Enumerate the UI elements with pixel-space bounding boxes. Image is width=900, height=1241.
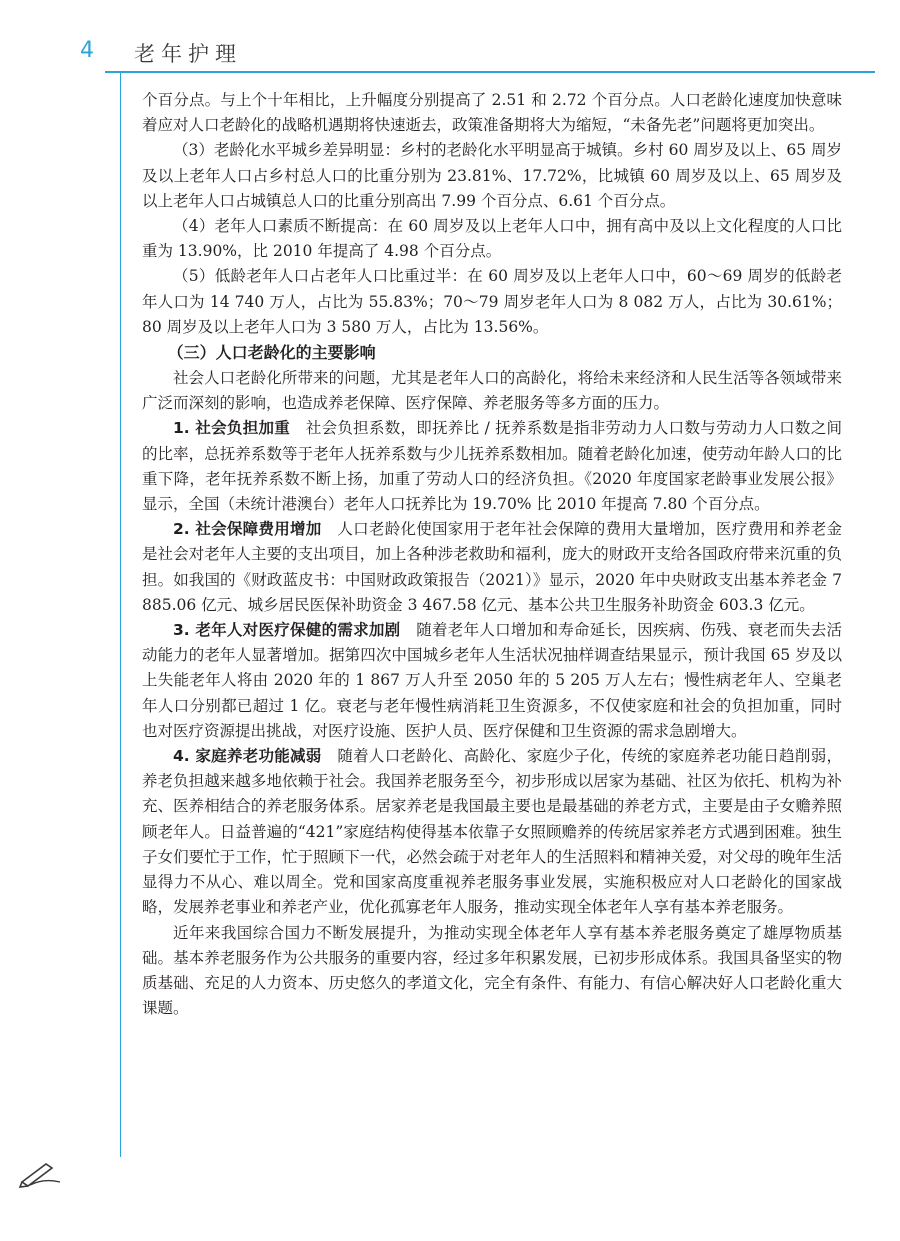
paragraph-family: 4. 家庭养老功能减弱 随着人口老龄化、高龄化、家庭少子化，传统的家庭养老功能日趋削弱，养老负担越来越多地依赖于社会。我国养老服务至今，初步形成以居家为基础、社区为依托、机构为补充、医养相结合的养老服务体系。居家养老是我国最主要也是最基础的养老方式，主要是由子女赡养照顾老年人。日益普遍的“421”家庭结构使得基本依靠子女照顾赡养的传统居家养老方式遇到困难。独生子女们要忙于工作，忙于照顾下一代，必然会疏于对老年人的生活照料和精神关爱，对父母的晚年生活显得力不从心、难以周全。党和国家高度重视养老服务事业发展，实施积极应对人口老龄化的国家战略，发展养老事业和养老产业，优化孤寡老年人服务，推动实现全体老年人享有基本养老服务。 [142, 747, 842, 917]
paragraph-continued: 个百分点。与上个十年相比，上升幅度分别提高了 2.51 和 2.72 个百分点。人口老龄化速度加快意味着应对人口老龄化的战略机遇期将快速逝去，政策准备期将大为缩短，“未备先老”问题将更加突出。 [142, 91, 842, 135]
paragraph-urban-rural: （3）老龄化水平城乡差异明显：乡村的老龄化水平明显高于城镇。乡村 60 周岁及以上、65 周岁及以上老年人口占乡村总人口的比重分别为 23.81%、17.72%，比城镇 60 周岁及以上、65 周岁及以上老年人口占城镇总人口的比重分别高出 7.99 个百分点、6.61 个百分点。 [142, 141, 842, 210]
body-text [142, 88, 842, 1021]
pen-icon [18, 1160, 62, 1188]
paragraph-lead: 1. 社会负担加重 [173, 419, 291, 438]
paragraph-intro: 社会人口老龄化所带来的问题，尤其是老年人口的高龄化，将给未来经济和人民生活等各领域带来广泛而深刻的影响，也造成养老保障、医疗保障、养老服务等多方面的压力。 [142, 369, 842, 413]
paragraph-health: 3. 老年人对医疗保健的需求加剧 随着老年人口增加和寿命延长，因疾病、伤残、衰老而失去活动能力的老年人显著增加。据第四次中国城乡老年人生活状况抽样调查结果显示，预计我国 65 岁及以上失能老年人将由 2020 年的 1 867 万人升至 2050 年的 5 205 万人左右；慢性病老年人、空巢老年人口分别都已超过 1 亿。衰老与老年慢性病消耗卫生资源多，不仅使家庭和社会的负担加重，同时也对医疗资源提出挑战，对医疗设施、医护人员、医疗保健和卫生资源的需求急剧增大。 [142, 621, 842, 740]
running-title: 老年护理 [134, 42, 242, 66]
paragraph-security: 2. 社会保障费用增加 人口老龄化使国家用于老年社会保障的费用大量增加，医疗费用和养老金是社会对老年人主要的支出项目，加上各种涉老救助和福利，庞大的财政开支给各国政府带来沉重的负担。如我国的《财政蓝皮书：中国财政政策报告（2021）》显示，2020 年中央财政支出基本养老金 7 885.06 亿元、城乡居民医保补助资金 3 467.58 亿元、基本公共卫生服务补助资金 603.3 亿元。 [142, 520, 842, 614]
paragraph-quality: （4）老年人口素质不断提高：在 60 周岁及以上老年人口中，拥有高中及以上文化程度的人口比重为 13.90%，比 2010 年提高了 4.98 个百分点。 [142, 217, 842, 261]
paragraph-young-old: （5）低龄老年人口占老年人口比重过半：在 60 周岁及以上老年人口中，60～69 周岁的低龄老年人口为 14 740 万人，占比为 55.83%；70～79 周岁老年人口为 8 082 万人，占比为 30.61%；80 周岁及以上老年人口为 3 580 万人，占比为 13.56%。 [142, 267, 842, 336]
paragraph-lead: 4. 家庭养老功能减弱 [173, 747, 322, 766]
section-heading: （三）人口老龄化的主要影响 [167, 343, 376, 363]
header-rule [105, 71, 875, 73]
page-number: 4 [80, 38, 94, 63]
page-header [0, 0, 900, 86]
paragraph-lead: 2. 社会保障费用增加 [173, 520, 322, 539]
margin-rule [120, 72, 121, 1157]
paragraph-conclusion: 近年来我国综合国力不断发展提升，为推动实现全体老年人享有基本养老服务奠定了雄厚物质基础。基本养老服务作为公共服务的重要内容，经过多年积累发展，已初步形成体系。我国具备坚实的物质基础、充足的人力资本、历史悠久的孝道文化，完全有条件、有能力、有信心解决好人口老龄化重大课题。 [142, 923, 842, 1018]
paragraph-burden: 1. 社会负担加重 社会负担系数，即抚养比 / 抚养系数是指非劳动力人口数与劳动力人口数之间的比率，总抚养系数等于老年人抚养系数与少儿抚养系数相加。随着老龄化加速，使劳动年龄人口的比重下降，老年抚养系数不断上扬，加重了劳动人口的经济负担。《2020 年度国家老龄事业发展公报》显示，全国（未统计港澳台）老年人口抚养比为 19.70% 比 2010 年提高 7.80 个百分点。 [142, 419, 842, 514]
paragraph-lead: 3. 老年人对医疗保健的需求加剧 [173, 621, 401, 640]
